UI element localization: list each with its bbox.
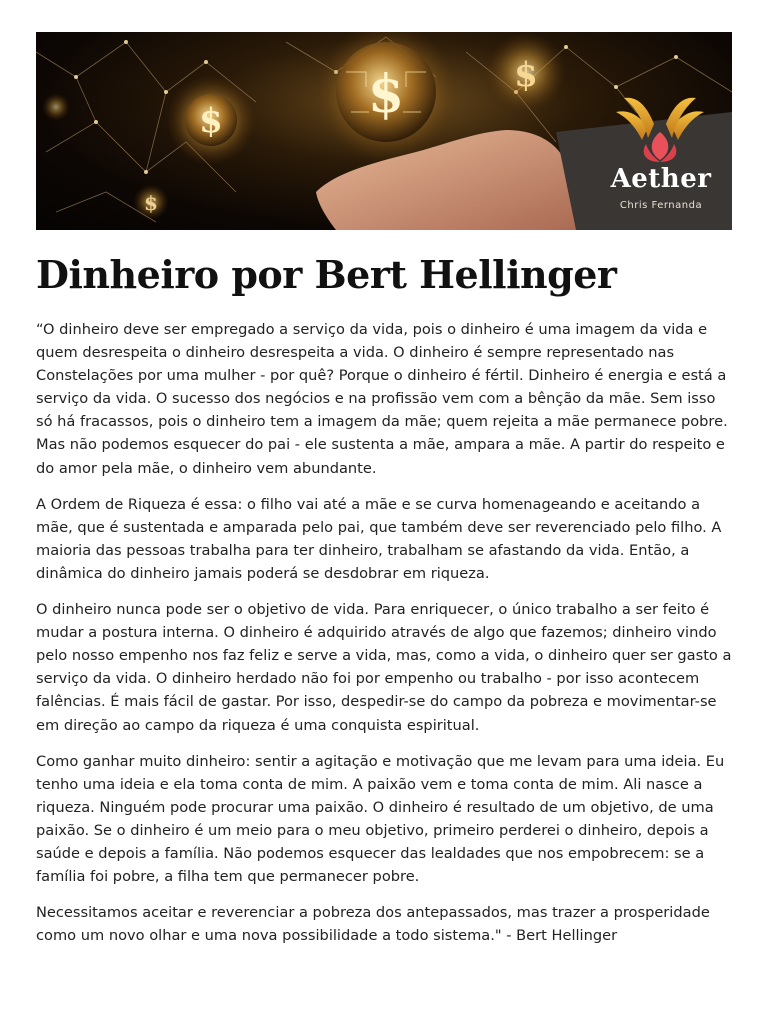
logo-name: Aether (610, 164, 712, 194)
logo-subtitle: Chris Fernanda (619, 200, 703, 211)
article-body (36, 318, 732, 960)
dollar-icon: $ (514, 55, 538, 95)
paragraph-4: Como ganhar muito dinheiro: sentir a agitação e motivação que me levam para uma ideia. Eu tenho uma ideia e ela toma conta de mim. A paixão vem e toma conta de mim. Ali nasce a riqueza. Ninguém pode procurar uma paixão. O dinheiro é resultado de um objetivo, de uma paixão. Se o dinheiro é um meio para o meu objetivo, primeiro perderei o dinheiro, depois a saúde e depois a família. Não podemos esquecer das lealdades que nos empobrecem: se a família foi pobre, a filha tem que permanecer pobre. (36, 752, 725, 886)
dollar-icon: $ (199, 101, 223, 141)
paragraph-2: A Ordem de Riqueza é essa: o filho vai até a mãe e se curva homenageando e aceitando a mãe, que é sustentada e amparada pelo pai, que também deve ser reverenciado pelo filho. A maioria das pessoas trabalha para ter dinheiro, trabalham se afastando da vida. Então, a dinâmica do dinheiro jamais poderá se desdobrar em riqueza. (36, 495, 722, 582)
header-banner-image (36, 32, 732, 230)
paragraph-5: Necessitamos aceitar e reverenciar a pobreza dos antepassados, mas trazer a prosperidade como um novo olhar e uma nova possibilidade a todo sistema." - Bert Hellinger (36, 904, 710, 945)
paragraph-3: O dinheiro nunca pode ser o objetivo de vida. Para enriquecer, o único trabalho a ser feito é mudar a postura interna. O dinheiro é adquirido através de algo que fazemos; dinheiro vindo pelo nosso empenho nos faz feliz e serve a vida, mas, como a vida, o dinheiro quer ser gasto a serviço da vida. O dinheiro herdado não foi por empenho ou trabalho - por isso acontecem falências. É mais fácil de gastar. Por isso, despedir-se do campo da pobreza e movimentar-se em direção ao campo da riqueza é uma conquista espiritual. (36, 601, 732, 734)
article-title: Dinheiro por Bert Hellinger (36, 252, 617, 297)
dollar-icon: $ (367, 64, 405, 125)
paragraph-1: “O dinheiro deve ser empregado a serviço da vida, pois o dinheiro é uma imagem da vida e quem desrespeita o dinheiro desrespeita a vida. O dinheiro é sempre representado nas Constelações por uma mulher - por quê? Porque o dinheiro é fértil. Dinheiro é energia e está a serviço da vida. O sucesso dos negócios e na profissão vem com a bênção da mãe. Sem isso só há fracassos, pois o dinheiro tem a imagem da mãe; quem rejeita a mãe permanece pobre. Mas não podemos esquecer do pai - ele sustenta a mãe, ampara a mãe. A partir do respeito e do amor pela mãe, o dinheiro vem abundante. (36, 321, 728, 477)
dollar-icon: $ (144, 191, 158, 215)
